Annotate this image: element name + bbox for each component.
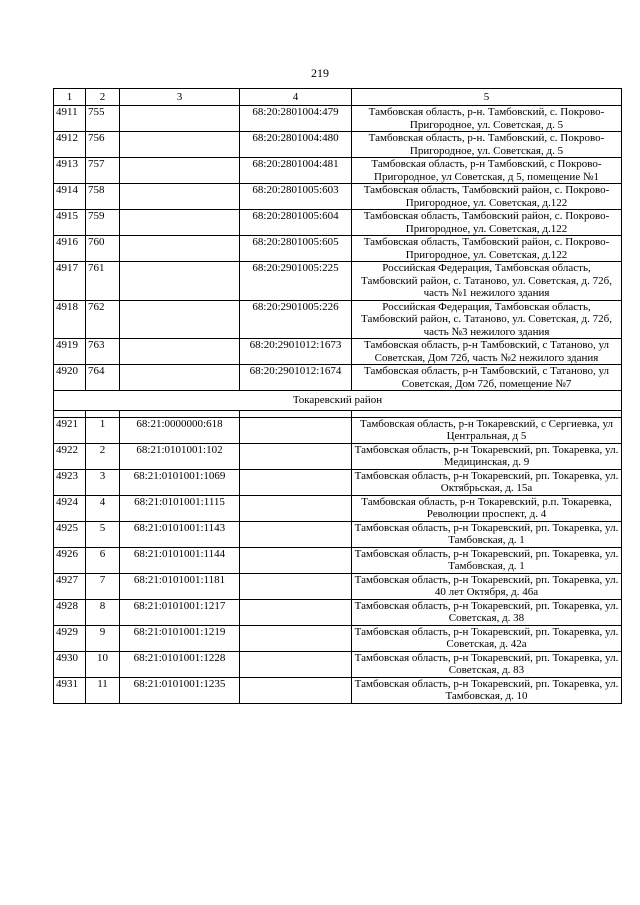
- table-header-row: [54, 89, 622, 106]
- cell-col-4: 68:20:2801005:603: [240, 184, 352, 210]
- cell-col-1: 4925: [54, 521, 86, 547]
- section-row: [54, 391, 622, 411]
- cell-col-5: Тамбовская область, р-н Токаревский, рп. Токаревка, ул. Советская, д. 42а: [352, 625, 622, 651]
- cell-col-1: 4926: [54, 547, 86, 573]
- cell-col-1: 4922: [54, 443, 86, 469]
- cell-col-2: 2: [86, 443, 120, 469]
- table-row: [54, 521, 622, 547]
- cell-col-4: 68:20:2901005:226: [240, 300, 352, 339]
- cell-col-1: 4911: [54, 106, 86, 132]
- cell-col-5: Тамбовская область, р-н Тамбовский, с Покрово-Пригородное, ул Советская, д 5, помещение №1: [352, 158, 622, 184]
- cell-col-5: Тамбовская область, р-н Токаревский, рп. Токаревка, ул. Советская, д. 83: [352, 651, 622, 677]
- cell-col-2: 755: [86, 106, 120, 132]
- cell-col-2: 10: [86, 651, 120, 677]
- cell-col-5: Тамбовская область, р-н Токаревский, р.п. Токаревка, Революции проспект, д. 4: [352, 495, 622, 521]
- spacer-row: [54, 410, 622, 417]
- cell-col-2: 4: [86, 495, 120, 521]
- cell-col-1: 4927: [54, 573, 86, 599]
- table-row: [54, 443, 622, 469]
- property-register-table: [53, 88, 622, 704]
- cell-col-1: 4920: [54, 365, 86, 391]
- cell-col-2: 763: [86, 339, 120, 365]
- cell-col-5: Тамбовская область, Тамбовский район, с. Покрово-Пригородное, ул. Советская, д.122: [352, 210, 622, 236]
- cell-col-1: 4917: [54, 262, 86, 301]
- cell-col-4: [240, 547, 352, 573]
- cell-col-4: [240, 573, 352, 599]
- cell-col-5: Тамбовская область, р-н Токаревский, рп. Токаревка, ул. 40 лет Октября, д. 46а: [352, 573, 622, 599]
- cell-col-2: 760: [86, 236, 120, 262]
- cell-col-1: 4929: [54, 625, 86, 651]
- cell-col-4: 68:20:2901012:1673: [240, 339, 352, 365]
- cell-col-5: Российская Федерация, Тамбовская область, Тамбовский район, с. Татаново, ул. Советская, д. 72б, часть №3 нежилого здания: [352, 300, 622, 339]
- table-row: [54, 132, 622, 158]
- cell-col-5: Тамбовская область, р-н Тамбовский, с Татаново, ул Советская, Дом 72б, часть №2 нежилого здания: [352, 339, 622, 365]
- cell-col-4: [240, 625, 352, 651]
- cell-col-5: Тамбовская область, р-н Токаревский, рп. Токаревка, ул. Тамбовская, д. 1: [352, 547, 622, 573]
- cell-col-1: 4924: [54, 495, 86, 521]
- column-header-3: 3: [120, 89, 240, 106]
- cell-col-4: [240, 651, 352, 677]
- table-row: [54, 573, 622, 599]
- column-header-1: 1: [54, 89, 86, 106]
- cell-col-1: 4921: [54, 417, 86, 443]
- cell-col-5: Тамбовская область, р-н. Тамбовский, с. Покрово-Пригородное, ул. Советская, д. 5: [352, 132, 622, 158]
- cell-col-1: 4919: [54, 339, 86, 365]
- cell-col-3: 68:21:0101001:1219: [120, 625, 240, 651]
- cell-col-3: [120, 158, 240, 184]
- cell-col-4: 68:20:2901005:225: [240, 262, 352, 301]
- table-row: [54, 339, 622, 365]
- table-row: [54, 300, 622, 339]
- column-header-2: 2: [86, 89, 120, 106]
- spacer-cell: [54, 410, 86, 417]
- cell-col-3: [120, 300, 240, 339]
- cell-col-5: Российская Федерация, Тамбовская область, Тамбовский район, с. Татаново, ул. Советская, д. 72б, часть №1 нежилого здания: [352, 262, 622, 301]
- cell-col-3: [120, 339, 240, 365]
- cell-col-1: 4912: [54, 132, 86, 158]
- cell-col-4: [240, 495, 352, 521]
- cell-col-3: 68:21:0101001:1228: [120, 651, 240, 677]
- table-row: [54, 365, 622, 391]
- table-row: [54, 210, 622, 236]
- table-row: [54, 677, 622, 703]
- cell-col-4: 68:20:2801005:604: [240, 210, 352, 236]
- cell-col-3: 68:21:0101001:1143: [120, 521, 240, 547]
- cell-col-5: Тамбовская область, Тамбовский район, с. Покрово-Пригородное, ул. Советская, д.122: [352, 236, 622, 262]
- cell-col-5: Тамбовская область, р-н. Тамбовский, с. Покрово-Пригородное, ул. Советская, д. 5: [352, 106, 622, 132]
- cell-col-2: 756: [86, 132, 120, 158]
- cell-col-2: 757: [86, 158, 120, 184]
- cell-col-5: Тамбовская область, р-н Токаревский, рп. Токаревка, ул. Медицинская, д. 9: [352, 443, 622, 469]
- spacer-cell: [240, 410, 352, 417]
- cell-col-3: [120, 132, 240, 158]
- cell-col-3: 68:21:0101001:102: [120, 443, 240, 469]
- cell-col-1: 4928: [54, 599, 86, 625]
- spacer-cell: [86, 410, 120, 417]
- cell-col-4: 68:20:2801004:481: [240, 158, 352, 184]
- table-row: [54, 106, 622, 132]
- spacer-cell: [352, 410, 622, 417]
- cell-col-4: [240, 443, 352, 469]
- page-number: 219: [311, 66, 329, 80]
- table-row: [54, 547, 622, 573]
- cell-col-2: 5: [86, 521, 120, 547]
- section-title: Токаревский район: [54, 391, 622, 411]
- cell-col-4: [240, 469, 352, 495]
- table-row: [54, 236, 622, 262]
- cell-col-5: Тамбовская область, р-н Токаревский, рп. Токаревка, ул. Советская, д. 38: [352, 599, 622, 625]
- cell-col-1: 4918: [54, 300, 86, 339]
- cell-col-2: 764: [86, 365, 120, 391]
- cell-col-5: Тамбовская область, р-н Токаревский, с Сергиевка, ул Центральная, д 5: [352, 417, 622, 443]
- cell-col-2: 9: [86, 625, 120, 651]
- cell-col-4: 68:20:2901012:1674: [240, 365, 352, 391]
- cell-col-4: [240, 417, 352, 443]
- cell-col-2: 1: [86, 417, 120, 443]
- cell-col-1: 4923: [54, 469, 86, 495]
- table-row: [54, 184, 622, 210]
- cell-col-1: 4915: [54, 210, 86, 236]
- cell-col-2: 11: [86, 677, 120, 703]
- cell-col-5: Тамбовская область, Тамбовский район, с. Покрово-Пригородное, ул. Советская, д.122: [352, 184, 622, 210]
- cell-col-3: [120, 236, 240, 262]
- cell-col-2: 8: [86, 599, 120, 625]
- cell-col-5: Тамбовская область, р-н Тамбовский, с Татаново, ул Советская, Дом 72б, помещение №7: [352, 365, 622, 391]
- table-row: [54, 417, 622, 443]
- cell-col-3: 68:21:0101001:1069: [120, 469, 240, 495]
- cell-col-3: [120, 262, 240, 301]
- cell-col-3: 68:21:0101001:1144: [120, 547, 240, 573]
- cell-col-4: 68:20:2801005:605: [240, 236, 352, 262]
- cell-col-4: [240, 521, 352, 547]
- cell-col-4: [240, 599, 352, 625]
- table-row: [54, 625, 622, 651]
- table-row: [54, 262, 622, 301]
- cell-col-1: 4913: [54, 158, 86, 184]
- cell-col-3: [120, 365, 240, 391]
- cell-col-4: 68:20:2801004:480: [240, 132, 352, 158]
- table-row: [54, 158, 622, 184]
- cell-col-3: 68:21:0101001:1217: [120, 599, 240, 625]
- cell-col-4: [240, 677, 352, 703]
- cell-col-3: 68:21:0000000:618: [120, 417, 240, 443]
- column-header-5: 5: [352, 89, 622, 106]
- column-header-4: 4: [240, 89, 352, 106]
- cell-col-5: Тамбовская область, р-н Токаревский, рп. Токаревка, ул. Октябрьская, д. 15а: [352, 469, 622, 495]
- cell-col-5: Тамбовская область, р-н Токаревский, рп. Токаревка, ул. Тамбовская, д. 1: [352, 521, 622, 547]
- table-row: [54, 495, 622, 521]
- table-row: [54, 599, 622, 625]
- cell-col-2: 3: [86, 469, 120, 495]
- cell-col-1: 4916: [54, 236, 86, 262]
- cell-col-2: 762: [86, 300, 120, 339]
- cell-col-3: 68:21:0101001:1235: [120, 677, 240, 703]
- cell-col-1: 4914: [54, 184, 86, 210]
- table-row: [54, 469, 622, 495]
- cell-col-5: Тамбовская область, р-н Токаревский, рп. Токаревка, ул. Тамбовская, д. 10: [352, 677, 622, 703]
- cell-col-2: 7: [86, 573, 120, 599]
- cell-col-3: [120, 210, 240, 236]
- cell-col-2: 759: [86, 210, 120, 236]
- cell-col-3: 68:21:0101001:1115: [120, 495, 240, 521]
- cell-col-2: 6: [86, 547, 120, 573]
- cell-col-3: 68:21:0101001:1181: [120, 573, 240, 599]
- cell-col-2: 761: [86, 262, 120, 301]
- table-row: [54, 651, 622, 677]
- spacer-cell: [120, 410, 240, 417]
- cell-col-3: [120, 184, 240, 210]
- cell-col-1: 4930: [54, 651, 86, 677]
- cell-col-1: 4931: [54, 677, 86, 703]
- cell-col-2: 758: [86, 184, 120, 210]
- cell-col-3: [120, 106, 240, 132]
- cell-col-4: 68:20:2801004:479: [240, 106, 352, 132]
